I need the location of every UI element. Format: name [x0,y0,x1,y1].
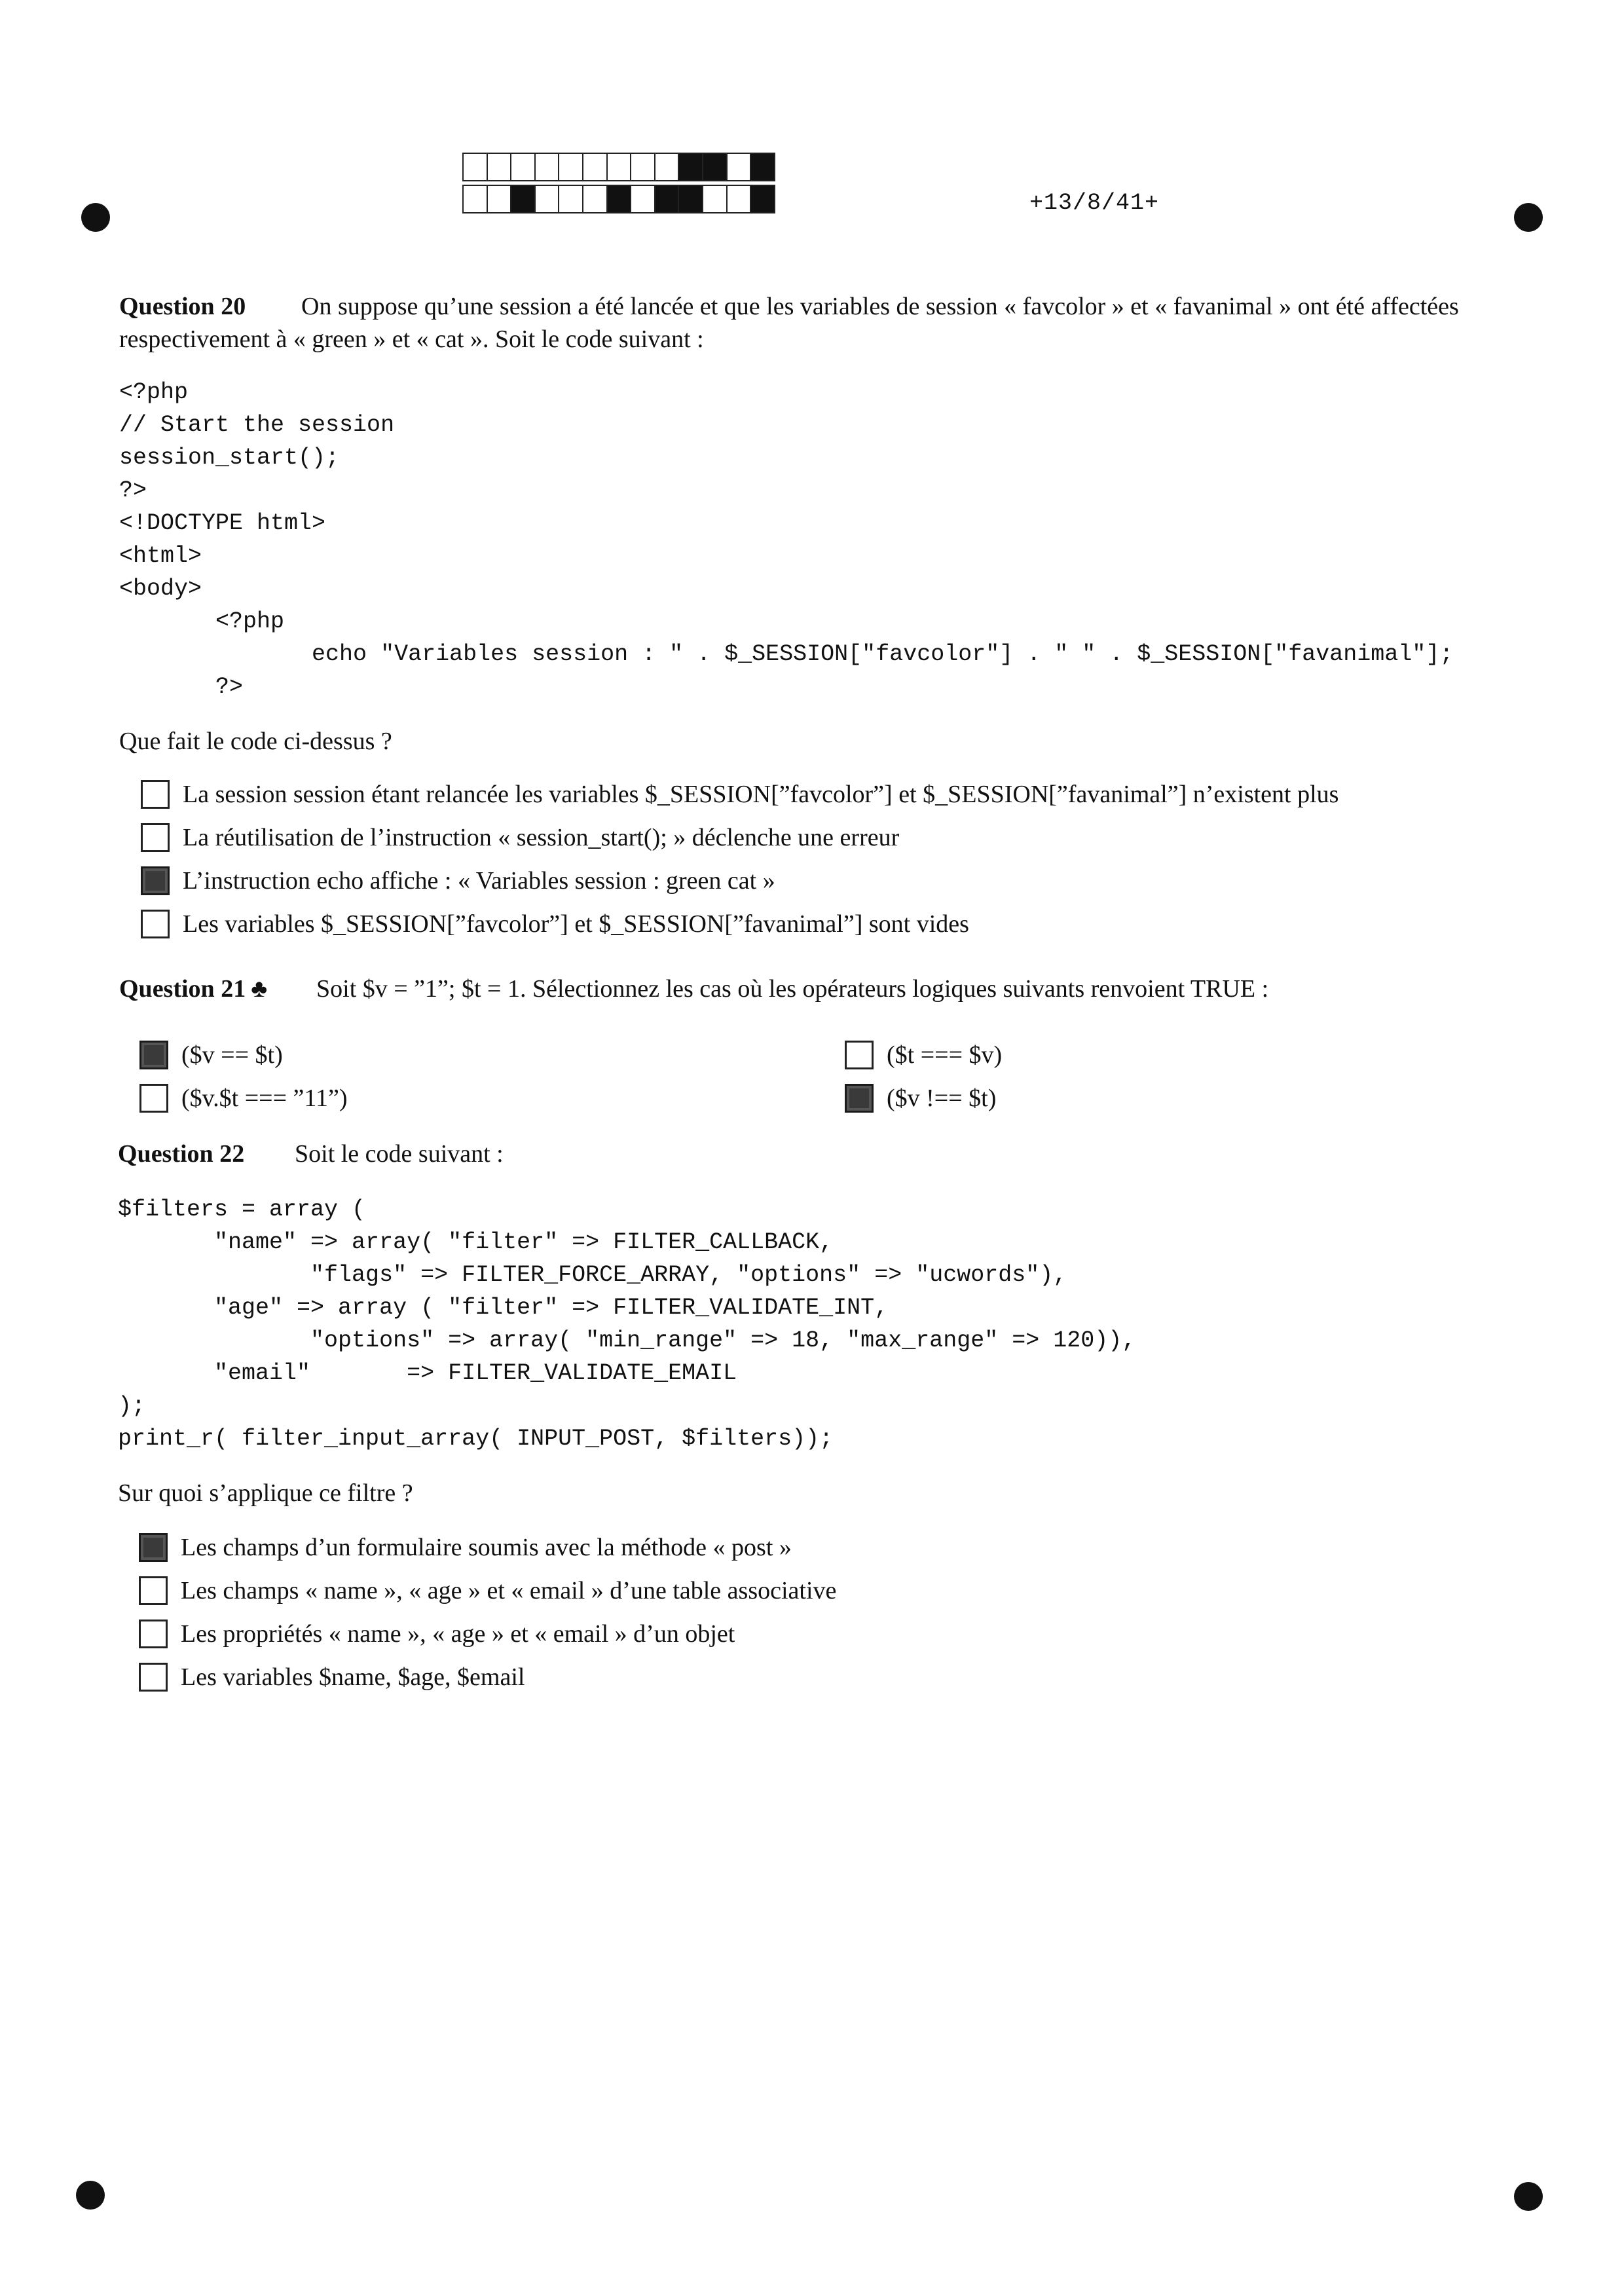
q22-choice-3-checkbox[interactable] [139,1620,168,1648]
page-barcode [462,153,774,217]
q21-choice-4-label: ($v !== $t) [887,1084,997,1112]
barcode-row [462,185,774,213]
barcode-cell [510,153,536,181]
q21-choice-3[interactable] [139,1082,348,1115]
q22-choice-2-checkbox[interactable] [139,1576,168,1605]
barcode-cell [726,185,752,213]
q21-choice-1-label: ($v == $t) [181,1041,283,1069]
q21-text: Soit $v = ”1”; $t = 1. Sélectionnez les cas où les opérateurs logiques suivants renvoient TRUE : [316,975,1269,1003]
barcode-cell [582,185,608,213]
registration-mark-top-left [81,203,110,232]
q22-choice-4[interactable] [139,1661,525,1694]
q21-choice-2[interactable] [845,1039,1002,1071]
q21-label: Question 21 [119,975,246,1003]
barcode-cell [750,153,775,181]
q20-choice-4[interactable] [141,908,969,940]
q22-code: $filters = array ( "name" => array( "filter" => FILTER_CALLBACK, "flags" => FILTER_FORCE_ARRAY, "options" => "ucwords"), "age" => array ( "filter" => FILTER_VALIDATE_INT, "options" => array( "min_range" => 18, "max_range" => 120)), "email" => FILTER_VALIDATE_EMAIL ); print_r( filter_input_array( INPUT_POST, $filters)); [118,1196,1136,1452]
q20-choice-3-checkbox[interactable] [141,866,170,895]
barcode-cell [654,153,680,181]
q20-choice-2-checkbox[interactable] [141,823,170,852]
q20-code: <?php // Start the session session_start(); ?> <!DOCTYPE html> <html> <body> <?php echo "Variables session : " . $_SESSION["favcolor"] . " " . $_SESSION["favanimal"]; ?> [119,379,1454,700]
barcode-cell [462,153,488,181]
barcode-cell [630,185,655,213]
barcode-cell [606,153,632,181]
q21-choice-1[interactable] [139,1039,283,1071]
barcode-cell [534,153,560,181]
barcode-cell [487,153,512,181]
q21-choice-2-label: ($t === $v) [887,1041,1003,1069]
barcode-cell [654,185,680,213]
barcode-cell [510,185,536,213]
q20-text: On suppose qu’une session a été lancée et que les variables de session « favcolor » et « favanimal » ont été affectées respectivement à « green » et « cat ». Soit le code suivant : [119,293,1459,353]
q22-choice-3[interactable] [139,1618,735,1650]
q21-choice-2-checkbox[interactable] [845,1041,874,1069]
q22-choice-4-checkbox[interactable] [139,1663,168,1692]
q20-choice-3-label: L’instruction echo affiche : « Variables session : green cat » [183,867,775,895]
q20-choice-4-checkbox[interactable] [141,910,170,938]
barcode-cell [702,153,728,181]
q21-choice-1-checkbox[interactable] [139,1041,168,1069]
q20-choice-2[interactable] [141,821,899,854]
q21-header [119,972,267,1005]
barcode-row [462,153,774,181]
q21-choice-4[interactable] [845,1082,996,1115]
q22-choice-2[interactable] [139,1574,836,1607]
registration-mark-top-right [1514,203,1543,232]
barcode-cell [630,153,655,181]
barcode-cell [534,185,560,213]
club-icon: ♣ [251,975,268,1003]
q20-label: Question 20 [119,293,246,320]
q20-prompt: Que fait le code ci-dessus ? [119,728,392,755]
barcode-cell [558,185,583,213]
registration-mark-bottom-left [76,2181,105,2210]
barcode-cell [487,185,512,213]
q22-choice-1-label: Les champs d’un formulaire soumis avec la méthode « post » [181,1534,792,1561]
q20-choice-1-checkbox[interactable] [141,780,170,809]
q22-choice-3-label: Les propriétés « name », « age » et « email » d’un objet [181,1620,735,1648]
q22-label: Question 22 [118,1140,245,1168]
barcode-cell [702,185,728,213]
q21-choice-3-label: ($v.$t === ”11”) [181,1084,348,1112]
barcode-cell [750,185,775,213]
q22-choice-4-label: Les variables $name, $age, $email [181,1663,525,1691]
q22-choice-2-label: Les champs « name », « age » et « email » d’une table associative [181,1577,837,1604]
q21-choice-4-checkbox[interactable] [845,1084,874,1113]
page-id: +13/8/41+ [1029,190,1160,216]
q20-choice-4-label: Les variables $_SESSION[”favcolor”] et $_SESSION[”favanimal”] sont vides [183,910,969,938]
barcode-cell [678,185,703,213]
q21-choice-3-checkbox[interactable] [139,1084,168,1113]
q22-header [118,1138,244,1170]
q20-choice-2-label: La réutilisation de l’instruction « session_start(); » déclenche une erreur [183,824,900,851]
q22-prompt: Sur quoi s’applique ce filtre ? [118,1479,413,1507]
barcode-cell [462,185,488,213]
q22-text: Soit le code suivant : [295,1140,504,1168]
q20-choice-1-label: La session session étant relancée les variables $_SESSION[”favcolor”] et $_SESSION[”favanimal”] n’existent plus [183,781,1339,808]
barcode-cell [606,185,632,213]
barcode-cell [558,153,583,181]
barcode-cell [582,153,608,181]
q20-choice-3[interactable] [141,864,775,897]
q22-choice-1-checkbox[interactable] [139,1533,168,1562]
q22-choice-1[interactable] [139,1531,792,1564]
registration-mark-bottom-right [1514,2182,1543,2211]
barcode-cell [726,153,752,181]
q20-choice-1[interactable] [141,778,1338,811]
barcode-cell [678,153,703,181]
